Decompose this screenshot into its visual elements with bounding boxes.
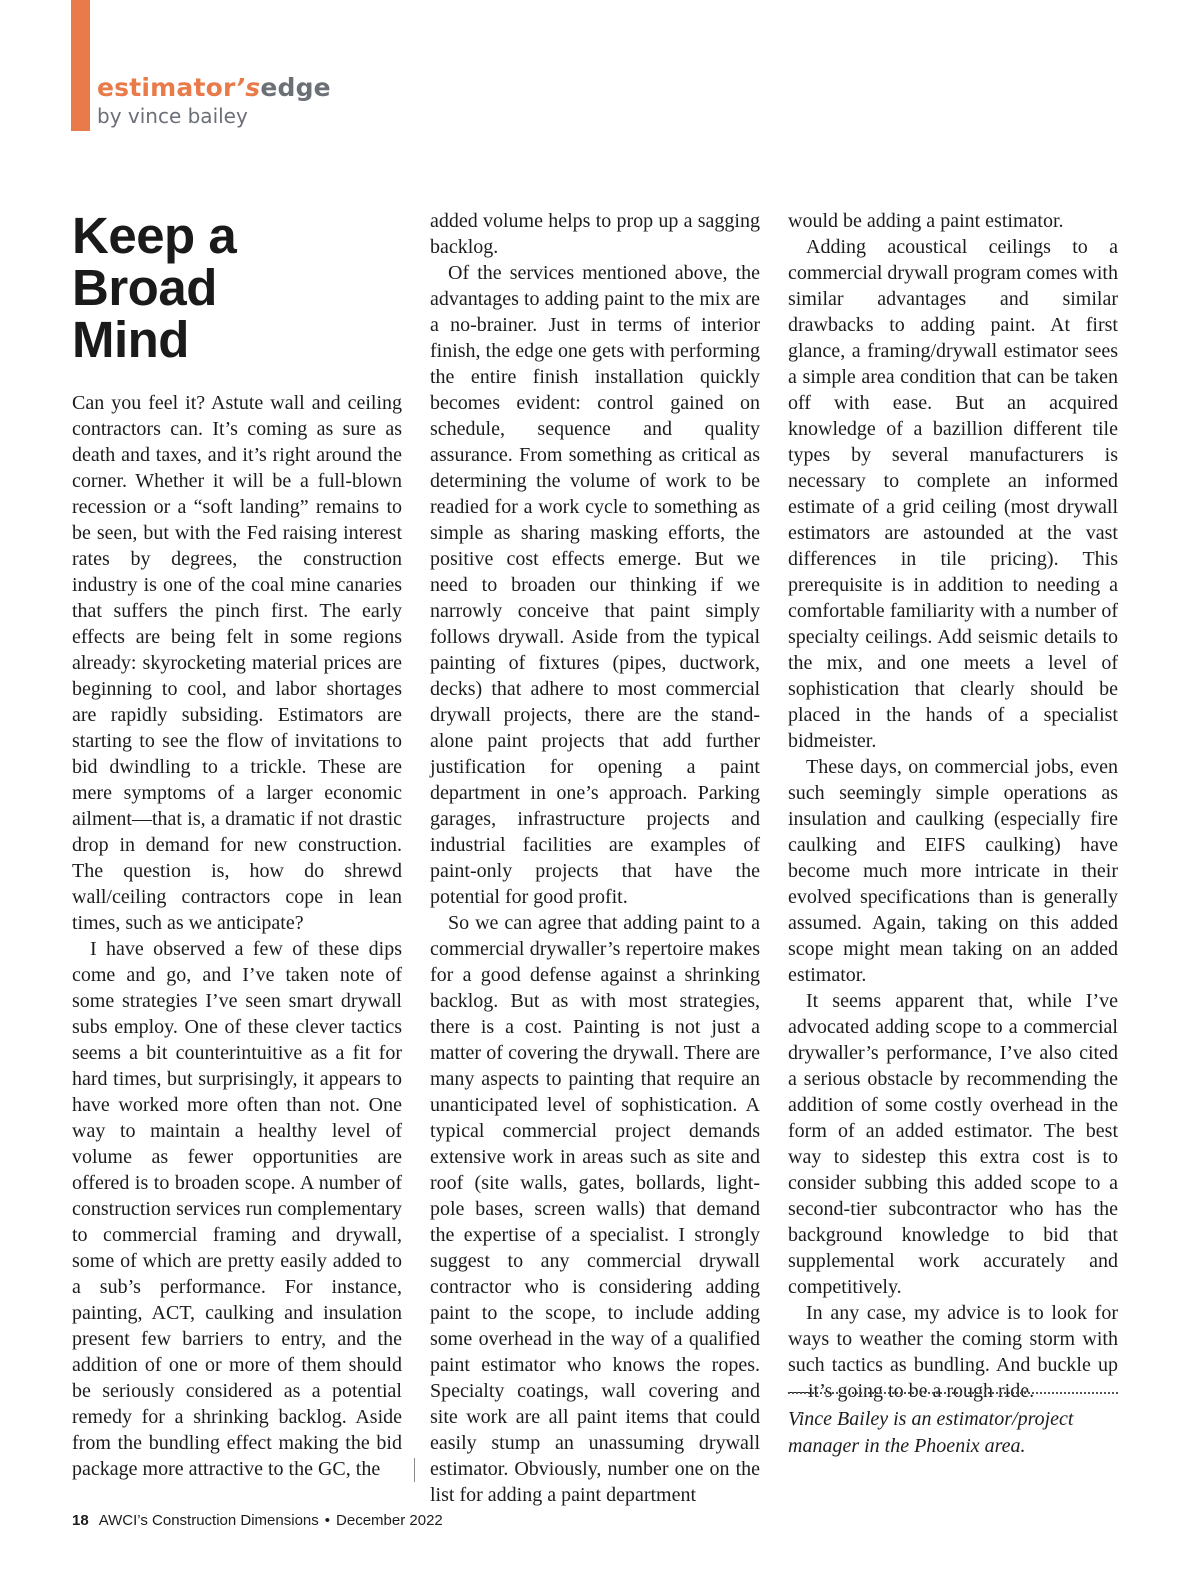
- publication-name: AWCI’s Construction Dimensions: [98, 1512, 319, 1529]
- column-divider: [414, 1458, 415, 1482]
- paragraph: Of the services mentioned above, the advantages to adding paint to the mix are a no-brainer. Just in terms of interior finish, the edge one gets with performing the entire finish installation quickly becomes evident: control gained on schedule, sequence and quality assurance. From something as critical as determining the volume of work to be readied for a work cycle to something as simple as sharing masking efforts, the positive cost effects emerge. But we need to broaden our thinking if we narrowly conceive that paint simply follows drywall. Aside from the typical painting of fixtures (pipes, ductwork, decks) that adhere to most commercial drywall projects, there are the stand-alone paint projects that add further justification for opening a paint department in one’s approach. Parking garages, infrastructure projects and industrial facilities are examples of paint-only projects that have the potential for good profit.: [430, 262, 760, 908]
- footer-separator: •: [324, 1512, 331, 1529]
- paragraph: Adding acoustical ceilings to a commercial drywall program comes with similar advantages and similar drawbacks to adding paint. At first glance, a framing/drywall estimator sees a simple area condition that can be taken off with ease. But an acquired knowledge of a bazillion different tile types by several manufacturers is necessary to complete an informed estimate of a grid ceiling (most drywall estimators are astounded at the vast differences in tile pricing). This prerequisite is in addition to needing a comfortable familiarity with a number of specialty ceilings. Add seismic details to the mix, and one meets a level of sophistication that clearly should be placed in the hands of a specialist bidmeister.: [788, 236, 1118, 752]
- column-header: [97, 72, 331, 128]
- author-bio: Vince Bailey is an estimator/project manager in the Phoenix area.: [788, 1408, 1074, 1457]
- issue-date: December 2022: [336, 1512, 443, 1529]
- paragraph: In any case, my advice is to look for ways to weather the coming storm with such tactics as bundling. And buckle up—it’s going to be a rough ride.: [788, 1302, 1118, 1402]
- column-title-part1: estimator: [97, 73, 236, 102]
- paragraph: It seems apparent that, while I’ve advocated adding scope to a commercial drywaller’s performance, I’ve also cited a serious obstacle by recommending the addition of some costly overhead in the form of an added estimator. The best way to sidestep this extra cost is to consider subbing this added scope to a second-tier subcontractor who has the background knowledge to bid that supplemental work accurately and competitively.: [788, 990, 1118, 1298]
- paragraph: So we can agree that adding paint to a commercial drywaller’s repertoire makes for a good defense against a shrinking backlog. But as with most strategies, there is a cost. Painting is not just a matter of covering the drywall. There are many aspects to painting that require an unanticipated level of sophistication. A typical commercial project demands extensive work in areas such as site and roof (site walls, gates, bollards, light-pole bases, screen walls) that demand the expertise of a specialist. I strongly suggest to any commercial drywall contractor who is considering adding paint to the scope, to include adding some overhead in the way of a qualified paint estimator who knows the ropes. Specialty coatings, wall covering and site work are all paint items that could easily stump an unassuming drywall estimator. Obviously, number one on the list for adding a paint department: [430, 912, 760, 1506]
- column-title-part3: edge: [260, 73, 331, 102]
- paragraph: These days, on commercial jobs, even such seemingly simple operations as insulation and caulking (especially fire caulking and EIFS caulking) have become much more intricate in their evolved specifications than is generally assumed. Again, taking on this added scope might mean taking on an added estimator.: [788, 756, 1118, 986]
- headline: [72, 207, 392, 368]
- headline-line: Broad: [72, 259, 217, 316]
- paragraph: I have observed a few of these dips come and go, and I’ve taken note of some strategies I’ve seen smart drywall subs employ. One of these clever tactics seems a bit counterintuitive as a fit for hard times, but surprisingly, it appears to have worked more often than not. One way to maintain a healthy level of volume as fewer opportunities are offered is to broaden scope. A number of construction services run complementary to commercial framing and drywall, some of which are pretty easily added to a sub’s performance. For instance, painting, ACT, caulking and insulation present few barriers to entry, and the addition of one or more of them should be seriously considered as a potential remedy for a shrinking backlog. Aside from the bundling effect making the bid package more attractive to the GC, the: [72, 938, 402, 1480]
- article-column-1: [72, 390, 402, 1482]
- paragraph: Can you feel it? Astute wall and ceiling contractors can. It’s coming as sure as death and taxes, and it’s right around the corner. Whether it will be a full-blown recession or a “soft landing” remains to be seen, but with the Fed raising interest rates by degrees, the construction industry is one of the coal mine canaries that suffers the pinch first. The early effects are being felt in some regions already: skyrocketing material prices are beginning to cool, and labor shortages are rapidly subsiding. Estimators are starting to see the flow of invitations to bid dwindling to a trickle. These are mere symptoms of a larger economic ailment—that is, a dramatic if not drastic drop in demand for new construction. The question is, how do shrewd wall/ceiling contractors cope in lean times, such as we anticipate?: [72, 392, 402, 934]
- headline-line: Mind: [72, 311, 189, 368]
- page-number: 18: [72, 1512, 89, 1529]
- dotted-divider: [788, 1392, 1118, 1394]
- page-footer: [72, 1512, 443, 1529]
- headline-line: Keep a: [72, 207, 237, 264]
- accent-bar: [71, 0, 90, 131]
- column-title: [97, 72, 331, 104]
- paragraph: added volume helps to prop up a sagging backlog.: [430, 210, 760, 258]
- column-title-part2: ’s: [235, 73, 261, 102]
- article-column-2: [430, 208, 760, 1508]
- article-column-3: [788, 208, 1118, 1404]
- byline: by vince bailey: [97, 104, 248, 128]
- paragraph: would be adding a paint estimator.: [788, 210, 1064, 232]
